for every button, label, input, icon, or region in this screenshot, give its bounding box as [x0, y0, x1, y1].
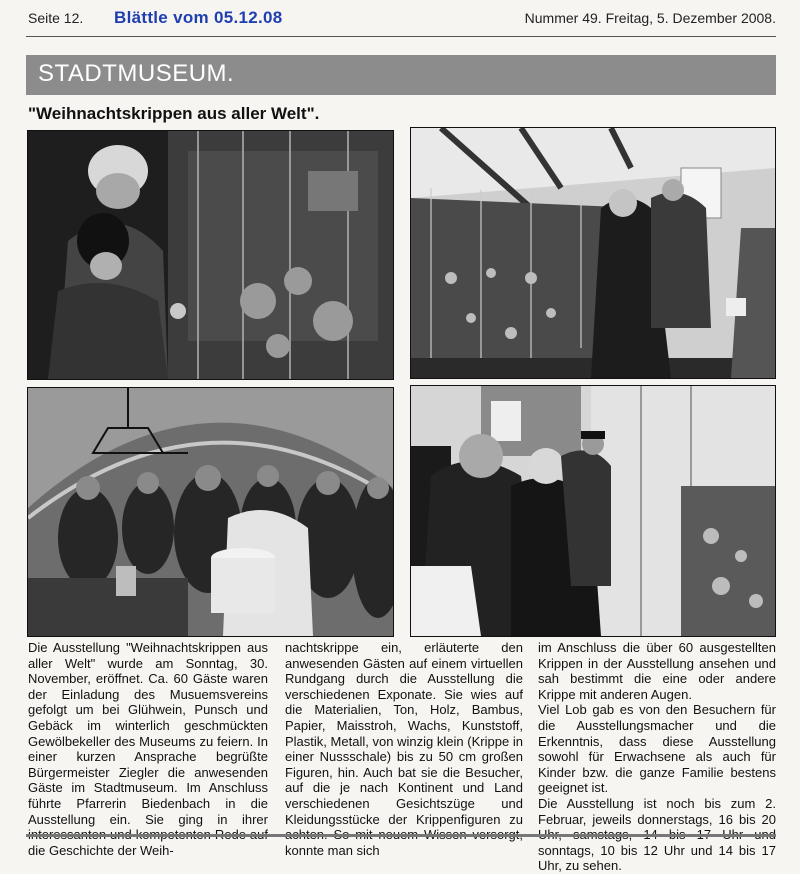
- header-divider: [26, 36, 776, 37]
- section-banner: [26, 55, 776, 95]
- photo-exhibition-hall: [410, 127, 776, 379]
- section-title: STADTMUSEUM.: [38, 60, 235, 87]
- publication-date: Blättle vom 05.12.08: [114, 8, 283, 27]
- article-column-2: [285, 640, 523, 858]
- page-header: [28, 8, 776, 30]
- photo-visitors-at-display: [410, 385, 776, 637]
- footer-divider: [26, 834, 776, 837]
- article-paragraph: Die Ausstellung ist noch bis zum 2. Februar, jeweils donnerstags, 16 bis 20 sonntags, 10 bis 12 Uhr und 14 bis 17 Uhr, zu sehen.: [538, 795, 776, 874]
- photo-vaulted-cellar-crowd: [27, 387, 394, 637]
- page-number: Seite 12.: [28, 10, 84, 26]
- article-column-1: [28, 640, 268, 858]
- article-paragraph: Die Ausstellung "Weihnachtskrippen aus aller Welt" wurde am Sonntag, 30. November, eröffnet. Ca. 60 Gäste waren der Einladung des Musuemsvereins gefolgt um bei Glühwein, Punsch und Gebäck im winterlich geschmückten Gewölbekeller des Museums zu feiern. In einer kurzen Ansprache begrüßte Bürgermeister Ziegler die anwesenden Gäste im Stadtmuseum. Im Anschluss führte Pfarrerin Biedenbach in die Ausstellung ein. Sie ging in ihrer die Geschichte der Weih-: [28, 640, 268, 858]
- photo-children-at-display: [27, 130, 394, 380]
- article-column-3: [538, 640, 776, 874]
- article-paragraph: nachtskrippe ein, erläuterte den anwesenden Gästen auf einem virtuellen Rundgang durch die Ausstellung die verschiedenen Exponate. Sie wies auf die Materialien, Ton, Holz, Bambus, Papier, Maisstroh, Wachs, Kunststoff, Plastik, Metall, von winzig klein (Krippe in einer Nussschale) bis zu 50 cm großen Figuren, hin. Auch bat sie die Besucher, auf die je nach Kontinent und Land verschiedenen Gesichtszüge und Kleidungsstücke der Krippenfiguren zu konnte man sich: [285, 640, 523, 858]
- article-paragraph: im Anschluss die über 60 ausgestellten Krippen in der Ausstellung ansehen und sah bestimmt die eine oder andere Krippe mit anderen Augen.: [538, 640, 776, 702]
- article-paragraph: Viel Lob gab es von den Besuchern für die Ausstellungsmacher und die Erkenntnis, dass diese Ausstellung sowohl für Erwachsene als auch für Kinder bzw. die ganze Familie bestens geeignet ist.: [538, 702, 776, 796]
- article-headline: "Weihnachtskrippen aus aller Welt".: [28, 104, 320, 123]
- issue-info: Nummer 49. Freitag, 5. Dezember 2008.: [524, 10, 776, 26]
